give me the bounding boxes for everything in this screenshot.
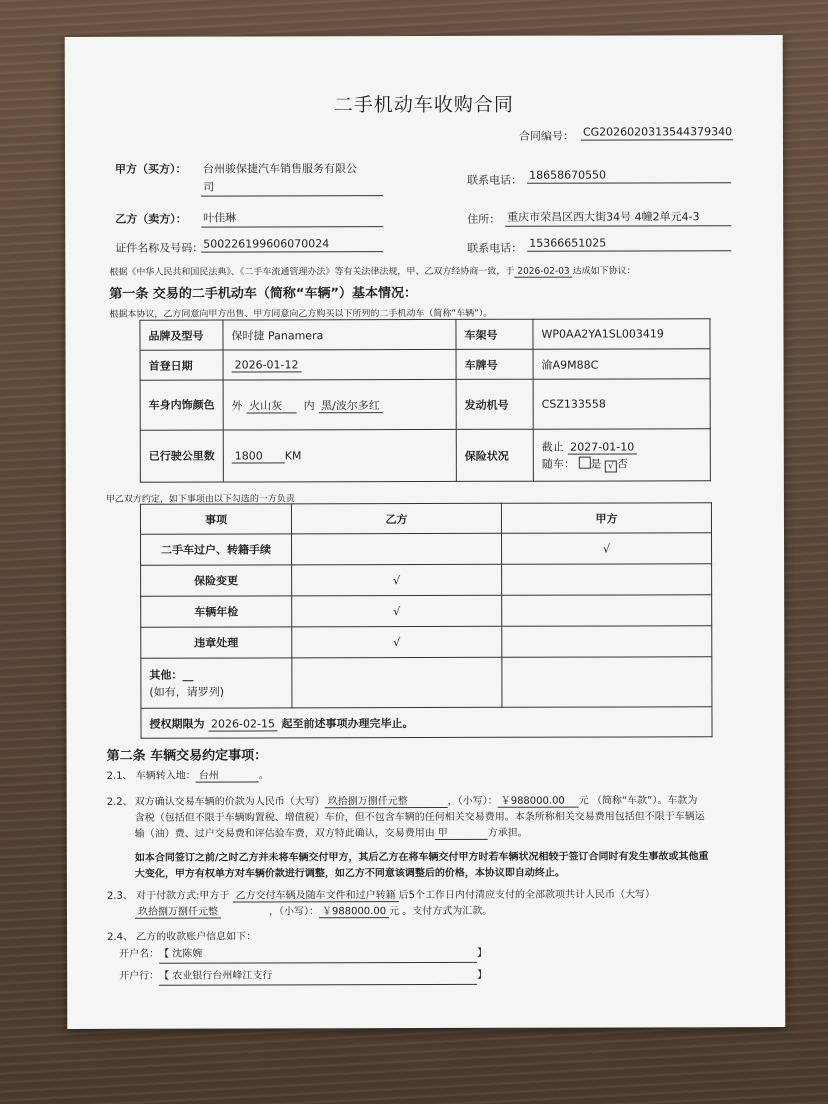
- insurance-yes-checkbox: [578, 456, 590, 468]
- engine-label: 发动机号: [456, 379, 533, 429]
- fee-party: 甲: [435, 828, 488, 840]
- mileage-label: 已行驶公里数: [140, 430, 223, 482]
- account-name-value: 【 沈陈婉: [159, 946, 477, 964]
- duty-buyer-mark: [502, 595, 712, 627]
- clause-2-4: 2.4、 乙方的收款账户信息如下：: [107, 931, 257, 943]
- price-amount: ￥988000.00: [498, 796, 579, 808]
- mileage-value: 1800: [232, 449, 285, 463]
- id-value: 500226199606070024: [201, 237, 383, 252]
- seller-label: 乙方（卖方）：: [115, 212, 187, 226]
- clause-2-2-bold-line2: 大变化，甲方有权单方对车辆价款进行调整，如乙方不同意该调整后的价格，本协议即自动终止。: [134, 867, 565, 880]
- insurance-date: 2027-01-10: [567, 440, 637, 454]
- transfer-destination: 台州: [196, 770, 259, 782]
- contract-page: [65, 35, 786, 1029]
- vehicle-info-table: [139, 318, 710, 482]
- seller-address-value: 重庆市荣昌区西大街34号 4幢2单元4-3: [505, 208, 731, 227]
- duty-buyer-mark: √: [502, 533, 712, 565]
- duties-table: [140, 502, 713, 738]
- color-cell: 外 火山灰 内 黑/波尔多红: [223, 379, 456, 430]
- insurance-label: 保险状况: [456, 429, 533, 481]
- seller-name-value: 叶佳琳: [201, 209, 383, 227]
- authorization-date: 2026-02-15: [208, 717, 278, 731]
- insurance-no-checkbox: √: [605, 460, 617, 472]
- clause-2-1: 2.1、 车辆转入地： 台州 。: [106, 770, 269, 782]
- duty-item: 车辆年检: [141, 596, 292, 627]
- contract-no-label: 合同编号：: [518, 129, 574, 143]
- duties-header-item: 事项: [140, 504, 291, 534]
- mileage-cell: 1800 KM: [223, 429, 456, 482]
- brand-label: 品牌及型号: [140, 320, 223, 350]
- duty-seller-mark: [292, 533, 502, 565]
- article1-intro: 根据本协议，乙方同意向甲方出售、甲方同意向乙方购买以下所列的二手机动车（简称“车辆”）。: [109, 308, 493, 320]
- document-title: 二手机动车收购合同: [333, 93, 514, 117]
- article1-title: 第一条 交易的二手机动车（简称“车辆”）基本情况：: [109, 286, 418, 302]
- clause-2-2: 2.2、 双方确认交易车辆的价款为人民币（大写） 玖拾捌万捌仟元整 ，（小写）： ￥988000.00 元 （简称“车款”）。车款为 含税（包括但不限于车辆购置税、增值税）车价，但不包含车辆的任何相关交易费用。本条所称相关交易费用包括但不限于车辆运 输（油）费、过户交易费和评估验车费，双方特此确认，交易费用由 甲 方承担。: [106, 795, 705, 840]
- account-name-row: 开户名：【 沈陈婉 】: [119, 946, 487, 964]
- reg-date-value: 2026-01-12: [232, 358, 302, 372]
- seller-phone-value: 15366651025: [527, 236, 731, 252]
- duty-other-buyer: [502, 657, 712, 708]
- id-label: 证件名称及号码：: [115, 241, 204, 255]
- reg-date-cell: [223, 349, 456, 380]
- preamble: 根据《中华人民共和国民法典》、《二手车流通管理办法》等有关法律法规，甲、乙双方经协商一致，于 2026-02-03 达成如下协议：: [109, 266, 636, 278]
- clause-2-2-bold-line1: 如本合同签订之前/之时乙方并未将车辆交付甲方，其后乙方在将车辆交付甲方时若车辆状况相较于签订合同时有发生事故或其他重: [134, 851, 709, 864]
- buyer-name-line2: 司: [201, 178, 383, 196]
- buyer-phone-label: 联系电话：: [467, 173, 523, 187]
- duties-header-seller: 乙方: [291, 503, 501, 534]
- vin-value: WP0AA2YA1SL003419: [533, 319, 710, 349]
- clause-2-3: 2.3、 对于付款方式:甲方于 乙方交付车辆及随车文件和过户转籍 后5个工作日内付清应支付的全部款项共计人民币（大写） 玖拾捌万捌仟元整 ，（小写）： ￥988000.00 元 。支付方式为汇款。: [106, 889, 655, 918]
- duties-intro: 甲乙双方约定，如下事项由以下勾选的一方负责: [105, 494, 295, 505]
- seller-address-label: 住所：: [467, 212, 501, 226]
- duty-seller-mark: √: [292, 595, 502, 627]
- article2-title: 第二条 车辆交易约定事项：: [106, 748, 268, 764]
- payment-upper: 玖拾捌万捌仟元整: [135, 907, 221, 919]
- bank-value: 【 农业银行台州峰江支行: [159, 968, 477, 986]
- duty-other-label: 其他：__: [149, 668, 194, 682]
- duty-item: 保险变更: [141, 565, 292, 596]
- duty-item: 违章处理: [141, 627, 292, 658]
- color-label: 车身内饰颜色: [140, 380, 223, 430]
- price-upper: 玖拾捌万捌仟元整: [325, 796, 448, 808]
- reg-date-label: 首登日期: [140, 350, 223, 380]
- plate-value: 渝A9M88C: [533, 349, 710, 379]
- payment-amount: ￥988000.00: [319, 906, 389, 918]
- brand-value: 保时捷 Panamera: [223, 319, 456, 350]
- vin-label: 车架号: [456, 319, 533, 349]
- duty-buyer-mark: [502, 564, 712, 596]
- duty-other-note: (如有，请罗列): [149, 685, 225, 699]
- bank-row: 开户行：【 农业银行台州峰江支行 】: [119, 968, 487, 986]
- authorization-row: 授权期限为 2026-02-15 起至前述事项办理完毕止。: [141, 707, 712, 738]
- duty-other-seller: [292, 657, 502, 708]
- engine-value: CSZ133558: [533, 379, 710, 429]
- interior-color: 黑/波尔多红: [318, 399, 383, 413]
- payment-condition: 乙方交付车辆及随车文件和过户转籍: [233, 890, 399, 902]
- exterior-color: 火山灰: [246, 399, 296, 413]
- duty-seller-mark: √: [292, 564, 502, 596]
- duty-buyer-mark: [502, 626, 712, 658]
- duty-seller-mark: √: [292, 626, 502, 658]
- buyer-phone-value: 18658670550: [527, 168, 731, 184]
- buyer-label: 甲方（买方）：: [115, 162, 187, 176]
- insurance-cell: 截止 2027-01-10 随车： 是 √ 否: [533, 429, 710, 481]
- seller-phone-label: 联系电话：: [467, 241, 523, 255]
- duties-header-buyer: 甲方: [501, 503, 711, 534]
- buyer-name-line1: 台州骏保捷汽车销售服务有限公: [203, 162, 358, 176]
- plate-label: 车牌号: [456, 349, 533, 379]
- duty-item: 二手车过户、转籍手续: [141, 534, 292, 565]
- duty-other-cell: [141, 658, 292, 708]
- contract-no-value: CG2026020313544379340: [581, 125, 733, 140]
